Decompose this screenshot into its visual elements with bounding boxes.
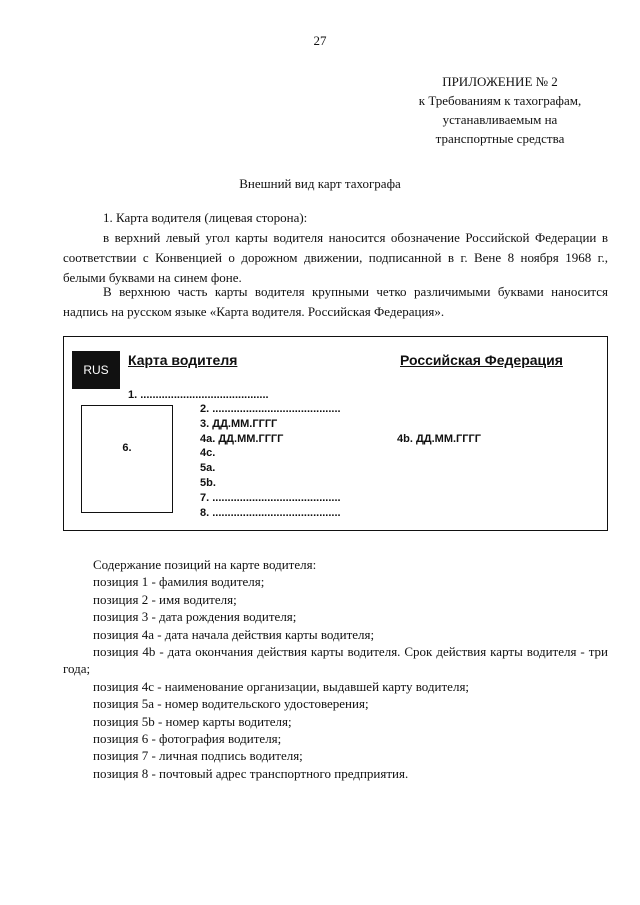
photo-label: 6. [122, 442, 132, 454]
list-item: позиция 6 - фотография водителя; [93, 731, 282, 747]
page-number: 27 [313, 33, 327, 48]
section-heading: 1. Карта водителя (лицевая сторона): [103, 210, 308, 225]
document-title: Внешний вид карт тахографа [239, 176, 401, 191]
positions-heading: Содержание позиций на карте водителя: [93, 557, 317, 572]
field-3: 3. ДД.ММ.ГГГГ [200, 418, 278, 430]
appendix-header [380, 72, 620, 148]
field-7: 7. .......................................... [200, 492, 341, 504]
list-item: позиция 5a - номер водительского удостоверения; [93, 696, 369, 712]
appendix-title: ПРИЛОЖЕНИЕ № 2 [442, 74, 558, 89]
appendix-line: устанавливаемым на [442, 112, 558, 127]
appendix-line: к Требованиям к тахографам, [418, 93, 582, 108]
list-item: позиция 7 - личная подпись водителя; [93, 748, 303, 764]
country-badge: RUS [72, 351, 120, 389]
list-item: позиция 2 - имя водителя; [93, 591, 237, 607]
list-item: позиция 4b - дата окончания действия карты водителя. Срок действия карты водителя - три года; [63, 644, 608, 677]
field-8: 8. .......................................... [200, 507, 341, 519]
list-item: позиция 1 - фамилия водителя; [93, 574, 265, 590]
list-item: позиция 4a - дата начала действия карты водителя; [93, 626, 375, 642]
field-2: 2. .......................................... [200, 403, 341, 415]
field-5a: 5a. [200, 462, 216, 474]
list-item: позиция 8 - почтовый адрес транспортного предприятия. [93, 765, 409, 781]
field-4b: 4b. ДД.ММ.ГГГГ [397, 433, 482, 445]
card-title: Карта водителя [128, 352, 238, 368]
paragraph-1: в верхний левый угол карты водителя наносится обозначение Российской Федерации в соответствии с Конвенцией о дорожном движении, подписанной в г. Вене 8 ноября 1968 г., белыми буквами на синем фоне. [63, 230, 608, 285]
field-1: 1. .......................................... [128, 389, 269, 401]
appendix-line: транспортные средства [435, 131, 565, 146]
field-4a: 4a. ДД.ММ.ГГГГ [200, 433, 284, 445]
list-item: позиция 3 - дата рождения водителя; [93, 609, 297, 625]
list-item: позиция 5b - номер карты водителя; [93, 713, 292, 729]
field-5b: 5b. [200, 477, 216, 489]
driver-card-figure [63, 336, 608, 531]
photo-placeholder [81, 405, 173, 513]
card-country: Российская Федерация [400, 352, 563, 368]
positions-list [63, 556, 608, 782]
field-4c: 4c. [200, 447, 216, 459]
list-item: позиция 4c - наименование организации, выдавшей карту водителя; [93, 678, 470, 694]
paragraph-2: В верхнюю часть карты водителя крупными четко различимыми буквами наносится надпись на русском языке «Карта водителя. Российская Федерация». [63, 284, 608, 319]
